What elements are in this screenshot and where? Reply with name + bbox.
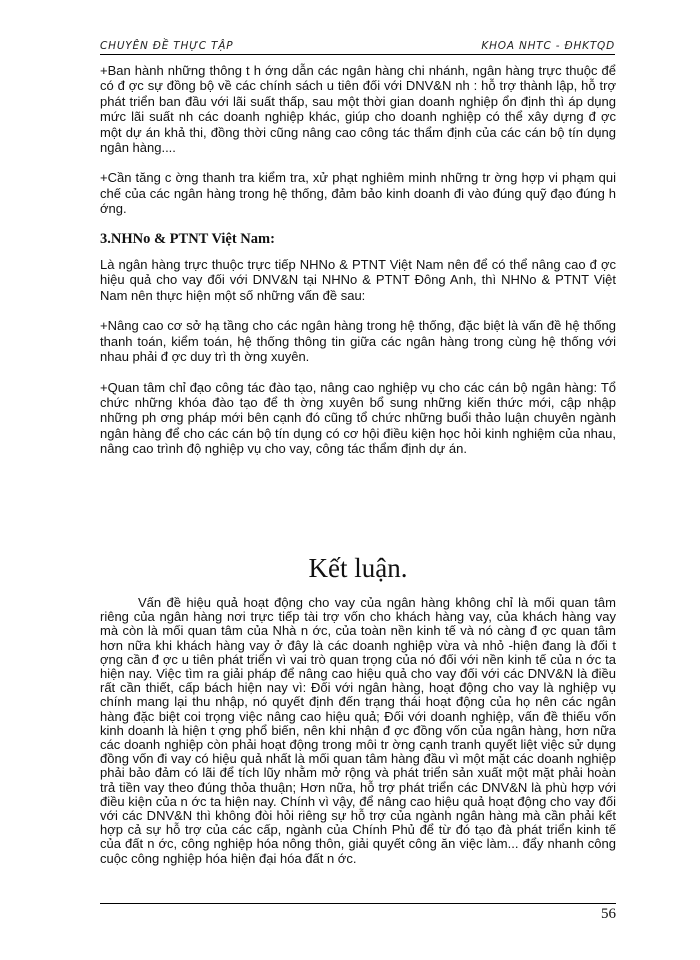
footer-divider [100, 903, 616, 904]
conclusion-body: Vấn đề hiệu quả hoạt động cho vay của ngân hàng không chỉ là mối quan tâm riêng của ngân hàng nơi trực tiếp tài trợ vốn cho khách hàng vay, của khách hàng vay mà còn là mối quan tâm của Nhà n ớc, của toàn nền kinh tế và nó càng đ ợc quan tâm hơn nữa khi khách hàng vay ở đây là các doanh nghiệp vừa và nhỏ -hiện đang là đối t ợng cần đ ợc u tiên phát triển vì vai trò quan trọng của nó đối với nền kinh tế của n ớc ta hiện nay. Việc tìm ra giải pháp để nâng cao hiệu quả cho vay đối với các DNV&N là điều rất cần thiết, cấp bách hiện nay vì: Đối với ngân hàng, hoạt động cho vay là nghiệp vụ chính mang lại thu nhập, nó quyết định đến trạng thái hoạt động của họ nên các ngân hàng đặc biệt coi trọng việc nâng cao hiệu quả; Đối với doanh nghiệp, vấn đề thiếu vốn kinh doanh là hiện t ợng phổ biến, nên khi nhận đ ợc đồng vốn của ngân hàng, hơn nữa các doanh nghiệp còn phải hoạt động trong môi tr ờng cạnh tranh quyết liệt việc sử dụng đồng vốn đi vay có hiệu quả nhất là mối quan tâm hàng đầu vì một mặt các doanh nghiệp phải bảo đảm có lãi để tích lũy nhằm mở rộng và phát triển sản xuất một mặt phải hoàn trả tiền vay theo đúng thỏa thuận; Hơn nữa, hỗ trợ phát triển các DNV&N là phù hợp với điều kiện của n ớc ta hiện nay. Chính vì vậy, để nâng cao hiệu quả hoạt động cho vay đối với các DNV&N thì không đòi hỏi riêng sự hỗ trợ của ngành ngân hàng mà cần phải kết hợp cả sự hỗ trợ của các cấp, ngành của Chính Phủ để từ đó tạo đà phát triển kinh tế của đất n ớc, công nghiệp hóa nông thôn, giải quyết công ăn việc làm... đẩy nhanh công cuộc công nghiệp hóa hiện đại hóa đất n ớc. [100, 595, 616, 866]
header-right-text: KHOA NHTC - ĐHKTQD [481, 40, 615, 52]
page-header [100, 38, 615, 58]
section-heading: 3.NHNo & PTNT Việt Nam: [100, 230, 275, 247]
paragraph: +Cần tăng c ờng thanh tra kiểm tra, xử phạt nghiêm minh những tr ờng hợp vi phạm qui chế của các ngân hàng trong hệ thống, đảm bảo kinh doanh đi vào đúng quỹ đạo đúng h ớng. [100, 170, 616, 217]
paragraph: Là ngân hàng trực thuộc trực tiếp NHNo & PTNT Việt Nam nên để có thể nâng cao đ ợc hiệu quả cho vay đối với DNV&N tại NHNo & PTNT Đông Anh, thì NHNo & PTNT Việt Nam nên thực hiện một số những vấn đề sau: [100, 257, 616, 303]
paragraph: +Nâng cao cơ sở hạ tầng cho các ngân hàng trong hệ thống, đặc biệt là vấn đề hệ thống thanh toán, kiểm toán, hệ thống thông tin giữa các ngân hàng trong cùng hệ thống với nhau phải đ ợc duy trì th ờng xuyên. [100, 318, 616, 365]
body-text [100, 63, 616, 472]
header-divider [100, 54, 615, 55]
paragraph: +Quan tâm chỉ đạo công tác đào tạo, nâng cao nghiệp vụ cho các cán bộ ngân hàng: Tổ chức những khóa đào tạo để th ờng xuyên bổ sung những kiến thức mới, cập nhập những ph ơng pháp mới bên cạnh đó cũng tổ chức những buổi thảo luận chuyên ngành ngân hàng để cho các cán bộ tín dụng có cơ hội điều kiện học hỏi kinh nghiệm của nhau, nâng cao trình độ nghiệp vụ cho vay, công tác thẩm định dự án. [100, 379, 616, 457]
header-left-text: CHUYÊN ĐỀ THỰC TẬP [100, 40, 234, 52]
paragraph: +Ban hành những thông t h ớng dẫn các ngân hàng chi nhánh, ngân hàng trực thuộc để có đ ợc sự đồng bộ về các chính sách u tiên đối với DNV&N nh : hỗ trợ thành lập, hỗ trợ phát triển ban đầu với lãi suất thấp, sau một thời gian doanh nghiệp ổn định thì áp dụng mức lãi suất nh các doanh nghiệp khác, giúp cho doanh nghiệp có thể xây dựng đ ợc một dự án khả thi, đồng thời cũng nâng cao công tác thẩm định của các cán bộ tín dụng ngân hàng.... [100, 63, 616, 156]
conclusion-title: Kết luận. [308, 553, 408, 583]
page-number: 56 [601, 906, 616, 922]
